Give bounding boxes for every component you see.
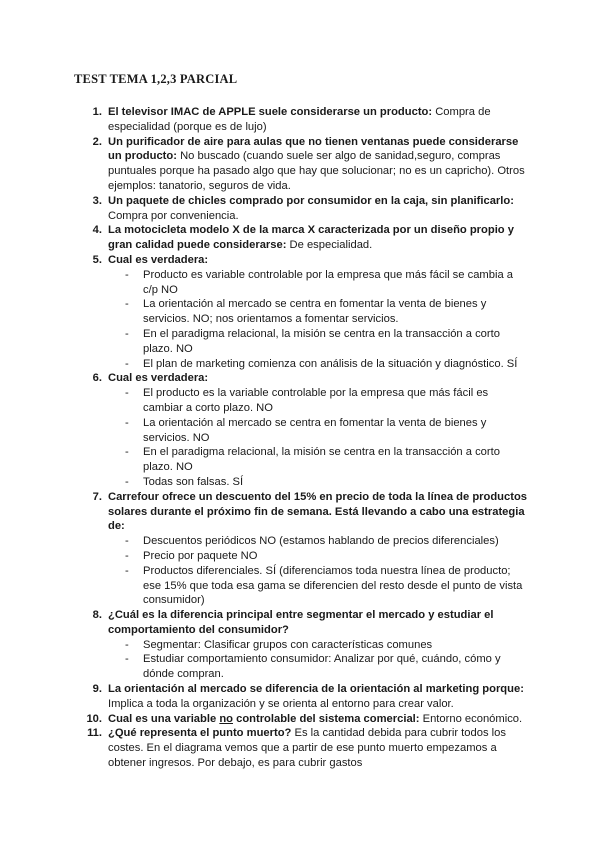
question-item bbox=[0, 608, 600, 682]
question-text: El televisor IMAC de APPLE suele considerarse un producto: bbox=[108, 106, 433, 118]
question-number: 11. bbox=[87, 727, 102, 740]
option-item bbox=[108, 549, 530, 564]
question-text bbox=[108, 713, 420, 725]
option-text: La orientación al mercado se centra en fomentar la venta de bienes y servicios. NO; nos orientamos a fomentar servicios. bbox=[143, 298, 487, 326]
dash-bullet: - bbox=[125, 357, 129, 370]
underlined-word: no bbox=[219, 712, 233, 725]
question-number: 3. bbox=[92, 194, 102, 207]
option-text: Estudiar comportamiento consumidor: Analizar por qué, cuándo, cómo y dónde compran. bbox=[143, 653, 501, 681]
question-text: Un paquete de chicles comprado por consumidor en la caja, sin planificarlo: bbox=[108, 194, 514, 207]
answer-text: Es la cantidad debida para cubrir todos los costes. En el diagrama vemos que a partir de ese punto muerto empezamos a obtener ingresos. Por debajo, es para cubrir gastos bbox=[108, 727, 506, 770]
question-item bbox=[0, 712, 600, 727]
answer-text: De especialidad. bbox=[286, 239, 373, 252]
dash-bullet: - bbox=[125, 535, 129, 548]
option-text: Producto es variable controlable por la empresa que más fácil se cambia a c/p NO bbox=[143, 268, 514, 296]
question-number: 7. bbox=[92, 490, 102, 503]
dash-bullet: - bbox=[125, 638, 129, 651]
option-text: Productos diferenciales. SÍ (diferenciamos toda nuestra línea de producto; ese 15% que toda esa gama se diferencien del resto desde el punto de vista consumidor) bbox=[143, 564, 523, 607]
option-list bbox=[108, 638, 530, 682]
question-number: 4. bbox=[92, 224, 102, 237]
option-list bbox=[108, 386, 530, 490]
dash-bullet: - bbox=[125, 549, 129, 562]
option-item bbox=[108, 534, 530, 549]
document-title: TEST TEMA 1,2,3 PARCIAL bbox=[74, 72, 238, 86]
question-number: 6. bbox=[92, 372, 102, 385]
option-text: La orientación al mercado se centra en fomentar la venta de bienes y servicios. NO bbox=[143, 416, 487, 444]
question-item bbox=[0, 726, 600, 770]
dash-bullet: - bbox=[125, 475, 129, 488]
option-text: Precio por paquete NO bbox=[143, 549, 258, 562]
option-item bbox=[108, 268, 530, 298]
question-text: ¿Cuál es la diferencia principal entre segmentar el mercado y estudiar el comportamiento del consumidor? bbox=[108, 609, 494, 636]
question-item bbox=[0, 223, 600, 253]
question-text: Carrefour ofrece un descuento del 15% en precio de toda la línea de productos solares durante el próximo fin de semana. Está llevando a cabo una estrategia de: bbox=[108, 490, 528, 533]
option-item bbox=[108, 652, 530, 682]
option-text: Descuentos periódicos NO (estamos hablando de precios diferenciales) bbox=[143, 535, 499, 548]
question-text-start: Cual es una variable bbox=[108, 712, 220, 725]
dash-bullet: - bbox=[125, 387, 129, 400]
question-text: Un purificador de aire para aulas que no tienen ventanas puede considerarse un producto: bbox=[108, 135, 519, 163]
option-list bbox=[108, 534, 530, 608]
option-item bbox=[108, 327, 530, 357]
option-item bbox=[108, 638, 530, 653]
option-text: El plan de marketing comienza con análisis de la situación y diagnóstico. SÍ bbox=[143, 357, 518, 370]
option-item bbox=[108, 416, 530, 446]
question-number: 2. bbox=[92, 135, 102, 148]
question-text: La orientación al mercado se diferencia de la orientación al marketing porque: bbox=[108, 683, 524, 696]
dash-bullet: - bbox=[125, 653, 129, 666]
option-item bbox=[108, 445, 530, 475]
dash-bullet: - bbox=[125, 298, 129, 311]
answer-text: Compra por conveniencia. bbox=[108, 209, 239, 222]
option-item bbox=[108, 386, 530, 416]
question-text: Cual es verdadera: bbox=[108, 253, 209, 266]
option-text: Segmentar: Clasificar grupos con características comunes bbox=[143, 638, 433, 651]
option-item bbox=[108, 357, 530, 372]
question-list bbox=[0, 105, 600, 771]
dash-bullet: - bbox=[125, 416, 129, 429]
question-text: Cual es verdadera: bbox=[108, 372, 209, 385]
question-text: La motocicleta modelo X de la marca X caracterizada por un diseño propio y gran calidad puede considerarse: bbox=[108, 224, 514, 252]
question-number: 9. bbox=[92, 683, 102, 696]
question-number: 8. bbox=[92, 609, 102, 622]
question-item bbox=[0, 682, 600, 712]
answer-text: Implica a toda la organización y se orienta al entorno para crear valor. bbox=[108, 697, 454, 710]
answer-text: No buscado (cuando suele ser algo de sanidad,seguro, compras puntuales porque ha pasado algo que hay que solucionar; no es un capricho). Otros ejemplos: tanatorio, seguros de vida. bbox=[108, 150, 525, 192]
question-item bbox=[0, 371, 600, 489]
option-item bbox=[108, 475, 530, 490]
question-text-end: controlable del sistema comercial: bbox=[232, 712, 420, 725]
question-item bbox=[0, 490, 600, 608]
question-item bbox=[0, 105, 600, 135]
answer-text: Entorno económico. bbox=[419, 712, 523, 725]
question-number: 1. bbox=[92, 106, 102, 118]
question-item bbox=[0, 194, 600, 224]
option-text: El producto es la variable controlable por la empresa que más fácil es cambiar a corto plazo. NO bbox=[143, 387, 489, 414]
option-text: En el paradigma relacional, la misión se centra en la transacción a corto plazo. NO bbox=[143, 327, 500, 355]
question-number: 5. bbox=[92, 253, 102, 266]
dash-bullet: - bbox=[125, 268, 129, 281]
option-item bbox=[108, 297, 530, 327]
option-text: Todas son falsas. SÍ bbox=[143, 475, 244, 488]
question-item bbox=[0, 135, 600, 194]
dash-bullet: - bbox=[125, 327, 129, 340]
option-list bbox=[108, 268, 530, 372]
question-number: 10. bbox=[86, 712, 102, 725]
dash-bullet: - bbox=[125, 446, 129, 459]
option-text: En el paradigma relacional, la misión se centra en la transacción a corto plazo. NO bbox=[143, 446, 500, 474]
answer-text: Compra de especialidad (porque es de lujo) bbox=[108, 106, 491, 133]
question-text: ¿Qué representa el punto muerto? bbox=[108, 727, 292, 740]
question-item bbox=[0, 253, 600, 371]
dash-bullet: - bbox=[125, 564, 129, 577]
option-item bbox=[108, 564, 530, 608]
